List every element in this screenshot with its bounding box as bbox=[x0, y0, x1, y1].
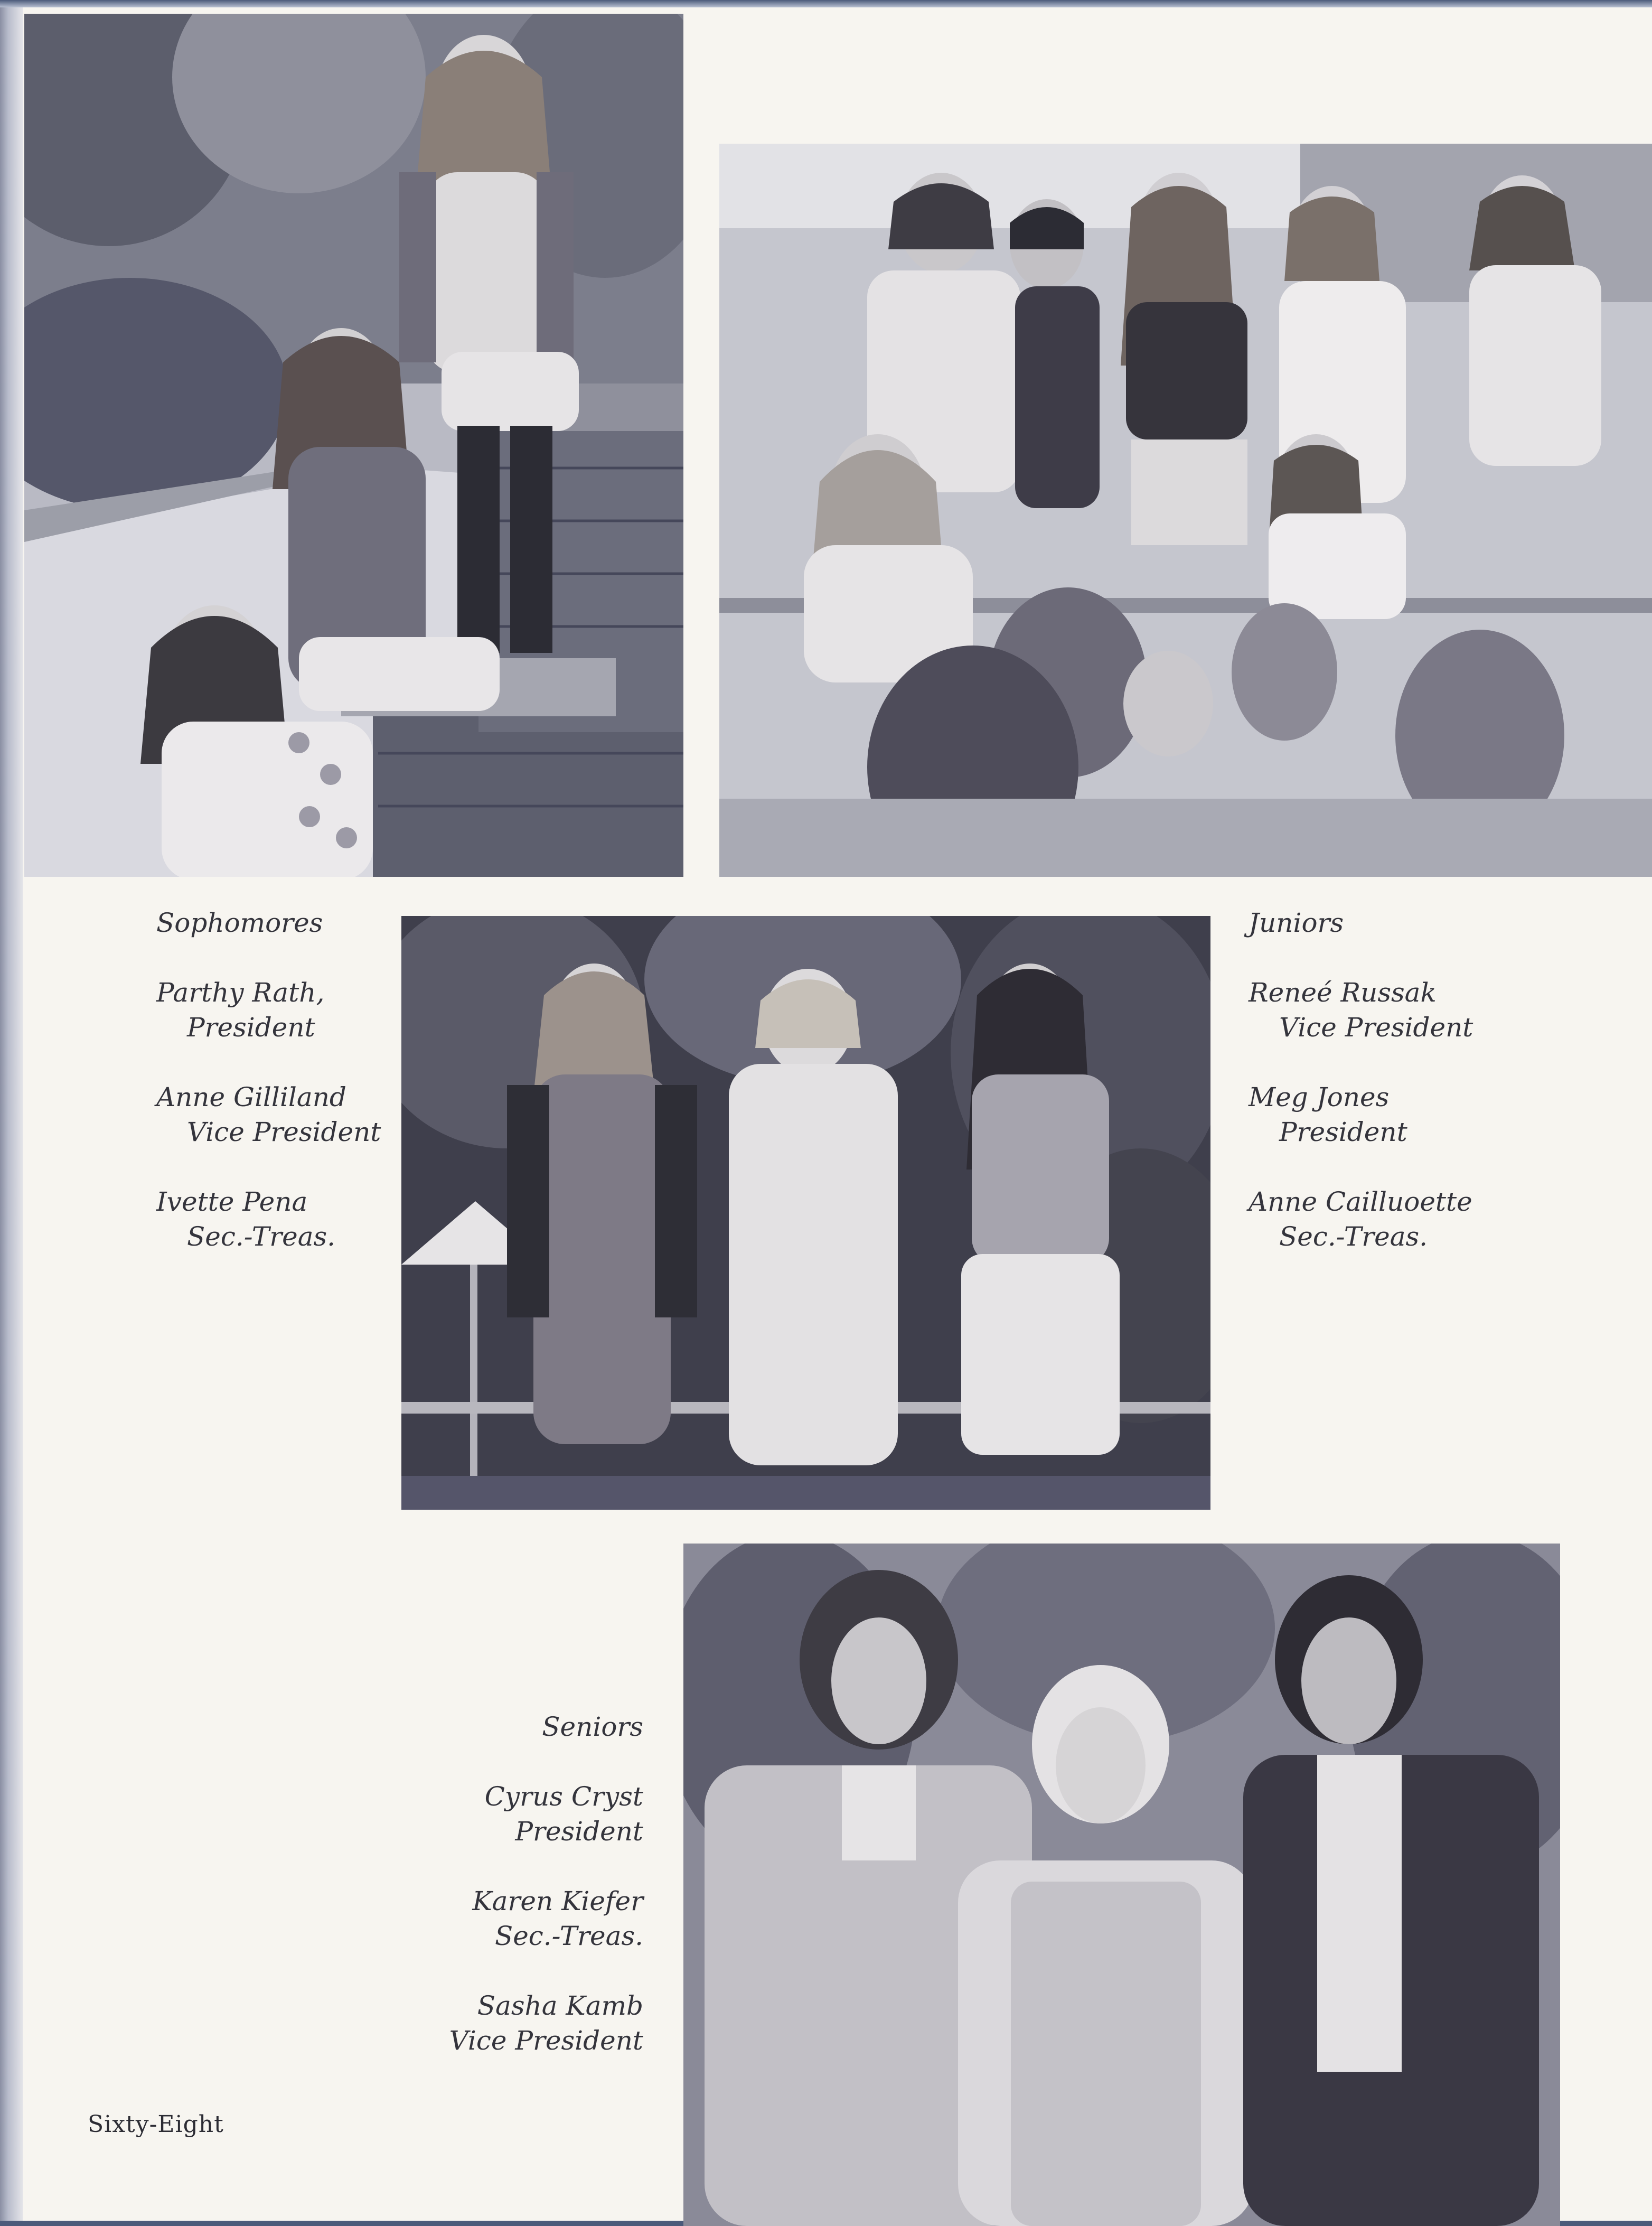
caption-seniors bbox=[449, 1709, 643, 2058]
sophomores-officer-name: Anne Gilliland bbox=[156, 1082, 346, 1112]
juniors-officer-role: Sec.-Treas. bbox=[1279, 1221, 1428, 1252]
juniors-heading: Juniors bbox=[1249, 908, 1344, 938]
photo-seniors bbox=[683, 1544, 1560, 2226]
caption-sophomores bbox=[156, 905, 381, 1254]
caption-juniors bbox=[1249, 905, 1473, 1254]
juniors-officer-name: Reneé Russak bbox=[1249, 977, 1437, 1008]
sophomores-heading: Sophomores bbox=[156, 908, 323, 938]
sophomores-officer-name: Ivette Pena bbox=[156, 1186, 308, 1217]
juniors-officer-name: Meg Jones bbox=[1249, 1082, 1390, 1112]
photo-juniors-crowd bbox=[719, 144, 1652, 877]
seniors-officer-name: Cyrus Cryst bbox=[484, 1781, 643, 1812]
page-binding-edge bbox=[0, 0, 23, 2226]
juniors-officer-name: Anne Cailluoette bbox=[1249, 1186, 1472, 1217]
sophomores-officer-name: Parthy Rath, bbox=[156, 977, 325, 1008]
seniors-officer-role: President bbox=[515, 1816, 643, 1847]
seniors-officer-name: Sasha Kamb bbox=[477, 1990, 643, 2021]
seniors-officer-name: Karen Kiefer bbox=[472, 1886, 643, 1916]
photo-sophomores-on-wall bbox=[24, 14, 683, 877]
page-top-edge bbox=[0, 0, 1652, 7]
juniors-officer-role: Vice President bbox=[1279, 1012, 1473, 1043]
juniors-officer-role: President bbox=[1279, 1117, 1407, 1147]
photo-three-girls bbox=[401, 916, 1210, 1510]
seniors-officer-role: Sec.-Treas. bbox=[494, 1921, 643, 1951]
seniors-heading: Seniors bbox=[542, 1711, 643, 1742]
seniors-officer-role: Vice President bbox=[449, 2025, 643, 2056]
sophomores-officer-role: Sec.-Treas. bbox=[187, 1221, 336, 1252]
page-number: Sixty-Eight bbox=[88, 2111, 224, 2138]
sophomores-officer-role: President bbox=[187, 1012, 315, 1043]
sophomores-officer-role: Vice President bbox=[187, 1117, 381, 1147]
